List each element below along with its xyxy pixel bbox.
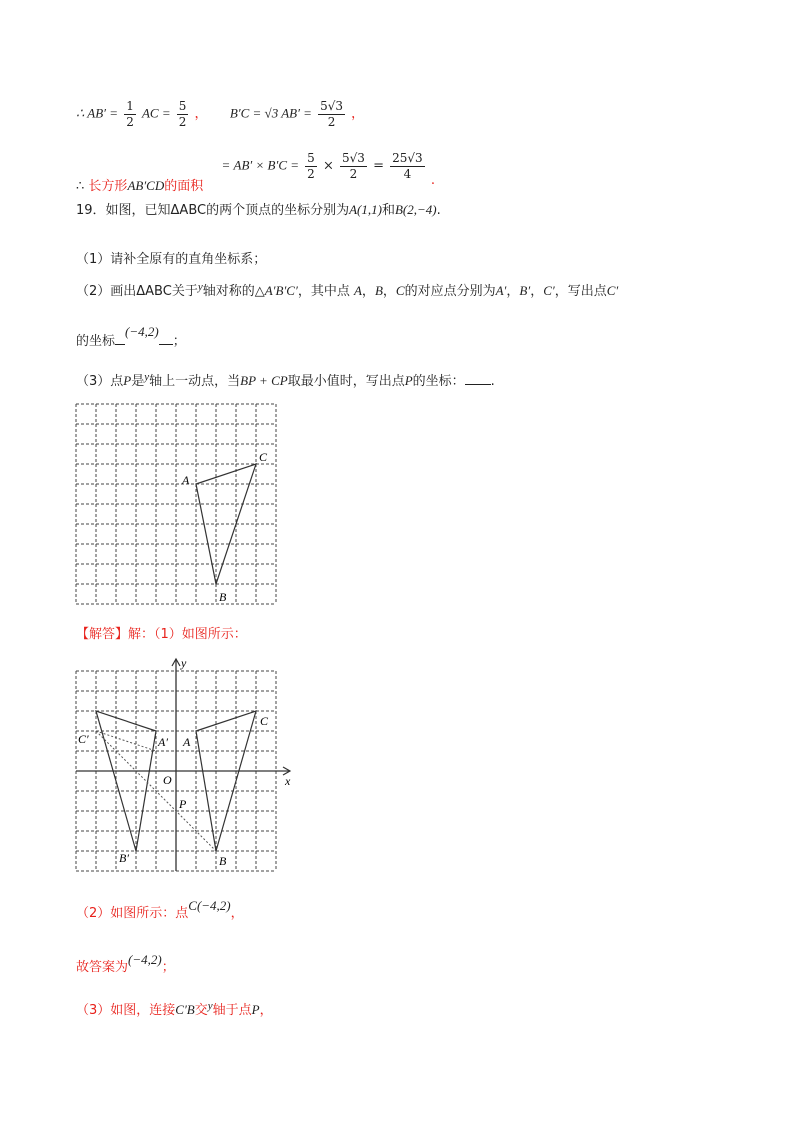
solution-line-ab: ∴ AB′ = $\frac{1}{2}$ AC = $\frac{5}{2}$ ， B′C = √3 AB′ = $\frac{5√3}{2}$ ，	[76, 99, 365, 129]
bc-expression: B′C = √3 AB′ =	[229, 105, 312, 121]
label-c: C	[259, 450, 268, 464]
fraction-five-halves: $\frac{5}{2}$	[178, 99, 187, 129]
rectangle-label: 长方形	[88, 178, 128, 194]
label-a-prime: A′	[158, 735, 168, 749]
label-c-prime: C′	[78, 732, 89, 746]
question-19-stem: 19．如图，已知ΔABC的两个顶点的坐标分别为A(1,1)和B(2,−4).	[76, 202, 441, 218]
triangle-a1b1c1	[96, 711, 156, 851]
dashed-grid	[76, 404, 276, 604]
label-y: y	[181, 656, 187, 670]
figure-2-solution-grid	[74, 655, 300, 875]
question-19-part3: （3）点P是$^y$轴上一动点，当BP + CP取最小值时，写出点P的坐标： .	[76, 371, 495, 389]
area-expression: = AB′ × B′C =	[221, 157, 300, 173]
label-a: A	[182, 473, 190, 487]
solution-header: 【解答】解：（1）如图所示：	[76, 627, 247, 642]
point-c: C(−4,2)	[188, 898, 231, 913]
question-19-part2-answer-line: 的坐标(−4,2)；	[76, 324, 186, 349]
label-b-prime: B′	[119, 851, 129, 865]
part2-answer: (−4,2)	[125, 324, 159, 339]
question-19-part2: （2）画出ΔABC关于$^y$轴对称的△A′B′C′，其中点 A，B，C的对应点分别为A′，B′，C′，写出点C′	[76, 281, 619, 299]
fraction-five-root3-halves: $\frac{5√3}{2}$	[320, 99, 344, 129]
label-b: B	[219, 854, 227, 868]
figure-1-triangle-grid	[74, 402, 280, 607]
triangle-abc	[196, 711, 256, 851]
label-b: B	[219, 590, 227, 604]
label-c: C	[260, 714, 269, 728]
solution-part3: （3）如图，连接C′B交$^y$轴于点P，	[76, 1000, 273, 1018]
answer-value: (−4,2)	[128, 952, 162, 967]
area-line: ∴ 长方形AB′CD的面积 = AB′ × B′C = $\frac{5}{2}$ × $\frac{5√3}{2}$ = $\frac{25√3}{4}$ .	[76, 151, 435, 194]
label-origin: O	[163, 773, 172, 787]
label-a: A	[183, 735, 191, 749]
lhs: ∴ AB′ =	[76, 105, 119, 121]
question-19-part1: （1）请补全原有的直角坐标系；	[76, 252, 267, 267]
solution-part2: （2）如图所示：点C(−4,2)，	[76, 898, 244, 921]
solution-part2-answer: 故答案为(−4,2)；	[76, 952, 175, 975]
fraction-half: $\frac{1}{2}$	[126, 99, 134, 129]
label-p: P	[179, 797, 187, 811]
label-x: x	[285, 774, 291, 788]
solution-tag: 【解答】	[76, 627, 129, 642]
